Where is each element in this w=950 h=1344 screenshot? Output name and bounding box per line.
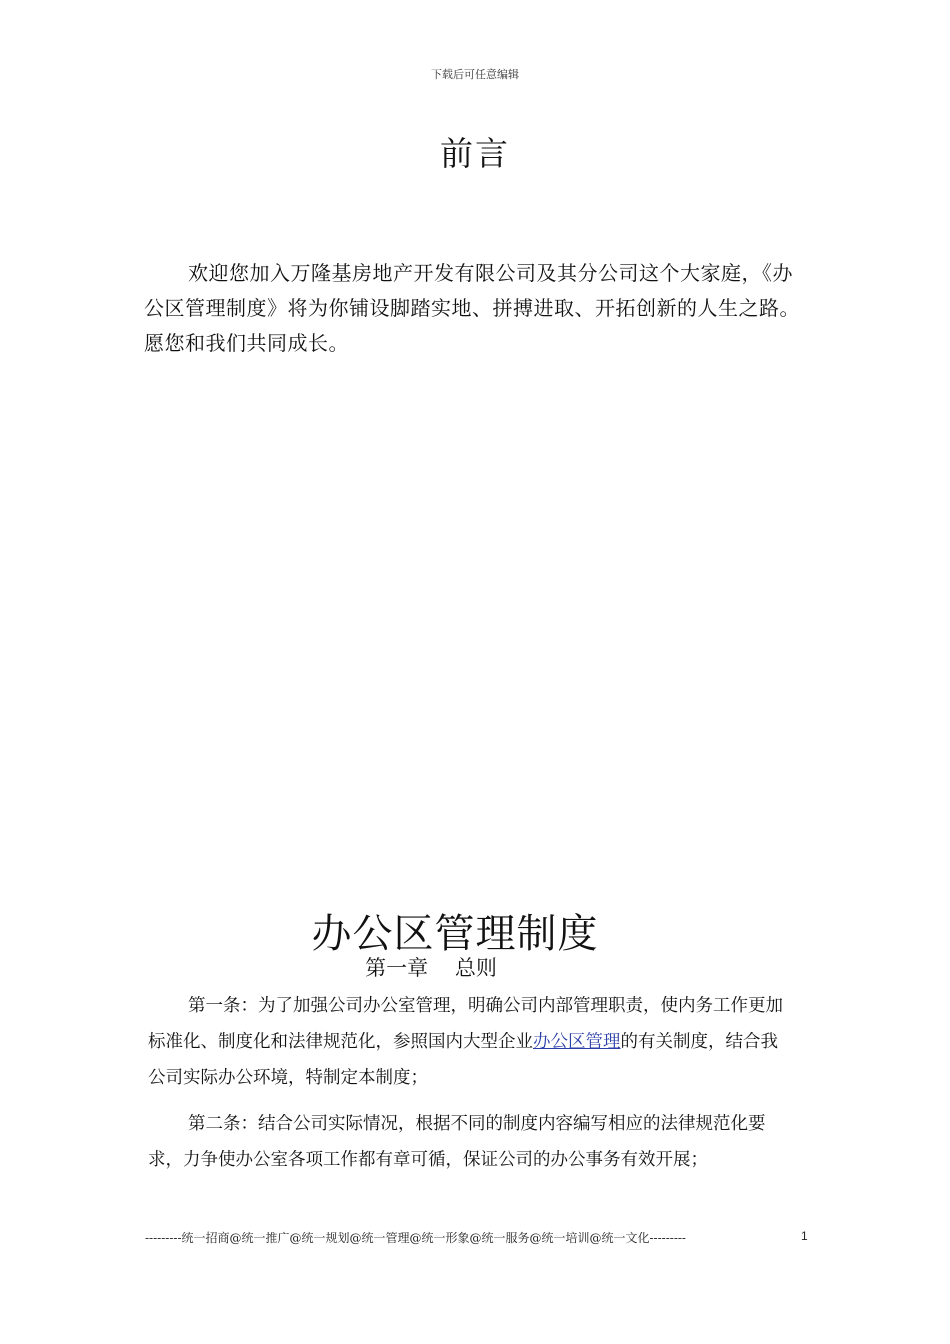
preface-title: 前言 (440, 134, 510, 173)
article-1-text-start: 第一条：为了加强公司办公室管理，明确公司内部管理职责，使内务工作更加标准化、制度化和法律规范化，参照国内大型企业 (148, 996, 783, 1052)
article-2-paragraph: 第二条：结合公司实际情况，根据不同的制度内容编写相应的法律规范化要求，力争使办公室各项工作都有章可循，保证公司的办公事务有效开展； (148, 1114, 766, 1170)
chapter-heading: 第一章 总则 (365, 956, 497, 980)
preface-paragraph: 欢迎您加入万隆基房地产开发有限公司及其分公司这个大家庭，《办公区管理制度》将为你铺设脚踏实地、拼搏进取、开拓创新的人生之路。愿您和我们共同成长。 (144, 261, 800, 355)
article-1-text-end: 的有关制度，结合我公司实际办公环境，特制定本制度； (148, 1032, 778, 1088)
page-header-note: 下载后可任意编辑 (431, 68, 519, 81)
article-1-paragraph (148, 988, 793, 1096)
page-footer-text: ---------统一招商@统一推广@统一规划@统一管理@统一形象@统一服务@统一培训@统一文化--------- (145, 1231, 686, 1245)
page-number: 1 (801, 1229, 808, 1243)
document-title: 办公区管理制度 (311, 911, 599, 957)
office-management-link[interactable]: 办公区管理 (533, 1032, 621, 1052)
